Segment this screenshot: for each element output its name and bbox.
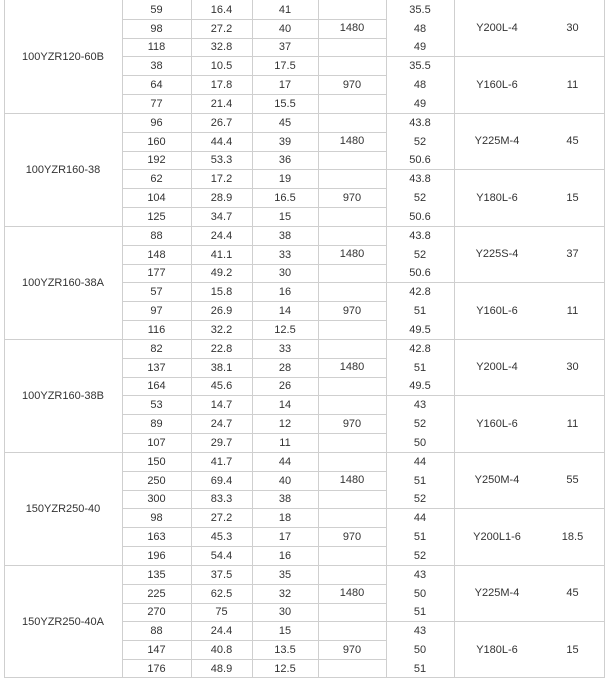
head-cell: 12.5 xyxy=(274,323,296,336)
pump-model-cell: 100YZR160-38 xyxy=(25,163,101,176)
speed-cell: 1480 xyxy=(339,361,365,373)
row-divider xyxy=(386,339,605,340)
head-cell: 13.5 xyxy=(274,643,296,656)
motor-model-cell: Y160L-6 xyxy=(476,78,518,91)
head-cell: 38 xyxy=(278,229,292,242)
flow-m3h-cell: 177 xyxy=(147,267,166,279)
head-cell: 32 xyxy=(278,587,292,600)
column-divider xyxy=(4,0,5,678)
motor-model-cell: Y180L-6 xyxy=(476,191,518,204)
motor-power-cell: 15 xyxy=(566,643,579,656)
head-cell: 37 xyxy=(278,41,292,53)
efficiency-cell: 50.6 xyxy=(409,154,431,166)
row-divider xyxy=(318,508,386,509)
flow-ls-cell: 22.8 xyxy=(210,342,233,355)
flow-ls-cell: 32.8 xyxy=(210,41,233,53)
row-divider xyxy=(252,169,318,170)
efficiency-cell: 44 xyxy=(413,455,427,468)
flow-m3h-cell: 62 xyxy=(150,172,163,185)
flow-ls-cell: 49.2 xyxy=(210,267,233,279)
flow-m3h-cell: 104 xyxy=(147,191,166,204)
row-divider xyxy=(386,565,605,566)
flow-m3h-cell: 107 xyxy=(147,436,166,449)
efficiency-cell: 51 xyxy=(413,530,427,543)
efficiency-cell: 50.6 xyxy=(409,210,431,223)
flow-m3h-cell: 160 xyxy=(147,135,166,148)
flow-m3h-cell: 270 xyxy=(147,606,166,618)
flow-ls-cell: 17.8 xyxy=(210,78,233,91)
column-divider xyxy=(191,0,192,678)
motor-model-cell: Y225S-4 xyxy=(475,248,519,260)
efficiency-cell: 43 xyxy=(413,568,427,581)
motor-model-cell: Y180L-6 xyxy=(476,643,518,656)
flow-ls-cell: 24.7 xyxy=(210,417,233,430)
row-divider xyxy=(386,169,605,170)
head-cell: 36 xyxy=(278,154,292,166)
flow-m3h-cell: 57 xyxy=(150,285,163,298)
efficiency-cell: 49 xyxy=(413,97,427,110)
flow-m3h-cell: 192 xyxy=(147,154,166,166)
efficiency-cell: 52 xyxy=(413,549,427,562)
head-cell: 15 xyxy=(278,624,292,637)
motor-model-cell: Y225M-4 xyxy=(474,135,520,147)
flow-m3h-cell: 82 xyxy=(150,342,163,355)
flow-ls-cell: 40.8 xyxy=(210,643,233,656)
row-divider xyxy=(318,113,386,114)
flow-ls-cell: 28.9 xyxy=(210,191,233,204)
flow-ls-cell: 41.1 xyxy=(210,248,233,261)
row-divider xyxy=(386,56,605,57)
efficiency-cell: 51 xyxy=(413,304,427,317)
efficiency-cell: 48 xyxy=(413,22,427,35)
efficiency-cell: 51 xyxy=(413,361,427,374)
row-divider xyxy=(318,282,386,283)
head-cell: 17.5 xyxy=(274,59,296,72)
flow-m3h-cell: 116 xyxy=(147,323,166,336)
motor-model-cell: Y160L-6 xyxy=(476,417,518,430)
flow-m3h-cell: 148 xyxy=(147,248,166,261)
flow-m3h-cell: 64 xyxy=(150,78,163,91)
row-divider xyxy=(386,508,605,509)
motor-power-cell: 45 xyxy=(566,135,579,147)
speed-cell: 1480 xyxy=(339,587,365,599)
head-cell: 28 xyxy=(278,361,292,374)
efficiency-cell: 50 xyxy=(413,436,427,449)
head-cell: 19 xyxy=(278,172,292,185)
efficiency-cell: 50 xyxy=(413,587,427,600)
row-divider xyxy=(318,395,386,396)
efficiency-cell: 43 xyxy=(413,624,427,637)
row-divider xyxy=(386,621,605,622)
column-divider xyxy=(454,0,455,678)
head-cell: 16 xyxy=(278,549,292,562)
speed-cell: 970 xyxy=(342,191,362,204)
row-divider xyxy=(252,113,318,114)
flow-m3h-cell: 300 xyxy=(147,493,166,505)
head-cell: 15 xyxy=(278,210,292,223)
flow-m3h-cell: 137 xyxy=(147,361,166,374)
speed-cell: 1480 xyxy=(339,248,365,260)
efficiency-cell: 52 xyxy=(413,417,427,430)
row-divider xyxy=(386,395,605,396)
motor-power-cell: 18.5 xyxy=(561,530,584,543)
column-divider xyxy=(386,0,387,678)
efficiency-cell: 52 xyxy=(413,135,427,148)
column-divider xyxy=(122,0,123,678)
row-divider xyxy=(252,226,318,227)
row-divider xyxy=(252,339,318,340)
row-divider xyxy=(318,169,386,170)
flow-m3h-cell: 38 xyxy=(150,59,163,72)
flow-m3h-cell: 98 xyxy=(150,22,163,35)
head-cell: 38 xyxy=(278,493,292,505)
flow-m3h-cell: 164 xyxy=(147,380,166,392)
motor-model-cell: Y200L-4 xyxy=(476,22,518,34)
head-cell: 17 xyxy=(278,78,292,91)
flow-ls-cell: 29.7 xyxy=(210,436,233,449)
head-cell: 14 xyxy=(278,304,292,317)
flow-m3h-cell: 147 xyxy=(147,643,166,656)
speed-cell: 970 xyxy=(342,417,362,430)
flow-m3h-cell: 97 xyxy=(150,304,163,317)
efficiency-cell: 48 xyxy=(413,78,427,91)
head-cell: 18 xyxy=(278,511,292,524)
row-divider xyxy=(318,56,386,57)
head-cell: 12.5 xyxy=(274,662,296,675)
flow-ls-cell: 53.3 xyxy=(210,154,233,166)
head-cell: 35 xyxy=(278,568,292,581)
efficiency-cell: 50 xyxy=(413,643,427,656)
motor-model-cell: Y200L1-6 xyxy=(473,530,521,543)
row-divider xyxy=(252,395,318,396)
head-cell: 30 xyxy=(278,606,292,618)
row-divider xyxy=(318,452,386,453)
motor-model-cell: Y250M-4 xyxy=(474,474,520,486)
head-cell: 33 xyxy=(278,248,292,261)
flow-m3h-cell: 96 xyxy=(150,116,163,129)
efficiency-cell: 51 xyxy=(413,474,427,487)
flow-ls-cell: 41.7 xyxy=(210,455,233,468)
flow-ls-cell: 48.9 xyxy=(210,662,233,675)
flow-ls-cell: 45.3 xyxy=(210,530,233,543)
speed-cell: 1480 xyxy=(339,474,365,486)
pump-model-cell: 100YZR120-60B xyxy=(22,50,104,63)
speed-cell: 1480 xyxy=(339,22,365,34)
pump-model-cell: 150YZR250-40A xyxy=(22,615,104,628)
row-divider xyxy=(252,452,318,453)
flow-m3h-cell: 53 xyxy=(150,398,163,411)
efficiency-cell: 44 xyxy=(413,511,427,524)
motor-power-cell: 15 xyxy=(566,191,579,204)
flow-ls-cell: 15.8 xyxy=(210,285,233,298)
flow-ls-cell: 34.7 xyxy=(210,210,233,223)
row-divider xyxy=(318,339,386,340)
efficiency-cell: 43.8 xyxy=(409,116,431,129)
flow-ls-cell: 16.4 xyxy=(210,3,233,16)
efficiency-cell: 51 xyxy=(413,606,427,618)
efficiency-cell: 51 xyxy=(413,662,427,675)
row-divider xyxy=(252,565,318,566)
efficiency-cell: 43.8 xyxy=(409,229,431,242)
motor-power-cell: 55 xyxy=(566,474,579,486)
flow-m3h-cell: 59 xyxy=(150,3,163,16)
motor-power-cell: 11 xyxy=(566,417,579,430)
flow-ls-cell: 44.4 xyxy=(210,135,233,148)
row-divider xyxy=(318,565,386,566)
efficiency-cell: 52 xyxy=(413,493,427,505)
column-divider xyxy=(252,0,253,678)
flow-m3h-cell: 150 xyxy=(147,455,166,468)
flow-ls-cell: 17.2 xyxy=(210,172,233,185)
flow-m3h-cell: 135 xyxy=(147,568,166,581)
motor-power-cell: 45 xyxy=(566,587,579,599)
head-cell: 16.5 xyxy=(274,191,296,204)
efficiency-cell: 43 xyxy=(413,398,427,411)
efficiency-cell: 49 xyxy=(413,41,427,53)
pump-model-cell: 100YZR160-38A xyxy=(22,276,104,289)
flow-ls-cell: 75 xyxy=(215,606,228,618)
pump-model-cell: 100YZR160-38B xyxy=(22,389,104,402)
head-cell: 11 xyxy=(279,436,291,449)
flow-m3h-cell: 118 xyxy=(147,41,166,53)
efficiency-cell: 52 xyxy=(413,191,427,204)
row-divider xyxy=(318,226,386,227)
efficiency-cell: 49.5 xyxy=(409,323,431,336)
flow-m3h-cell: 163 xyxy=(147,530,166,543)
flow-ls-cell: 26.9 xyxy=(210,304,233,317)
efficiency-cell: 49.5 xyxy=(409,380,431,392)
head-cell: 45 xyxy=(278,116,292,129)
efficiency-cell: 42.8 xyxy=(409,342,431,355)
head-cell: 12 xyxy=(278,417,292,430)
flow-ls-cell: 10.5 xyxy=(210,59,233,72)
row-divider xyxy=(252,508,318,509)
motor-power-cell: 37 xyxy=(566,248,579,260)
head-cell: 40 xyxy=(278,22,292,35)
flow-ls-cell: 54.4 xyxy=(210,549,233,562)
efficiency-cell: 43.8 xyxy=(409,172,431,185)
head-cell: 41 xyxy=(278,3,292,16)
flow-ls-cell: 27.2 xyxy=(210,511,233,524)
head-cell: 39 xyxy=(278,135,292,148)
flow-m3h-cell: 89 xyxy=(150,417,163,430)
flow-m3h-cell: 176 xyxy=(147,662,166,675)
flow-ls-cell: 21.4 xyxy=(210,97,233,110)
speed-cell: 970 xyxy=(342,78,362,91)
flow-ls-cell: 14.7 xyxy=(210,398,233,411)
motor-power-cell: 11 xyxy=(566,304,579,317)
flow-ls-cell: 32.2 xyxy=(210,323,233,336)
motor-power-cell: 11 xyxy=(566,78,579,91)
row-divider xyxy=(386,452,605,453)
flow-m3h-cell: 225 xyxy=(147,587,166,600)
flow-m3h-cell: 196 xyxy=(147,549,166,562)
efficiency-cell: 35.5 xyxy=(409,3,431,16)
flow-m3h-cell: 250 xyxy=(147,474,166,487)
row-divider xyxy=(318,621,386,622)
speed-cell: 970 xyxy=(342,530,362,543)
efficiency-cell: 35.5 xyxy=(409,59,431,72)
head-cell: 15.5 xyxy=(274,97,296,110)
flow-m3h-cell: 125 xyxy=(147,210,166,223)
flow-m3h-cell: 88 xyxy=(150,624,163,637)
flow-ls-cell: 37.5 xyxy=(210,568,233,581)
motor-power-cell: 30 xyxy=(566,361,579,373)
flow-ls-cell: 83.3 xyxy=(210,493,233,505)
flow-ls-cell: 38.1 xyxy=(210,361,233,374)
efficiency-cell: 52 xyxy=(413,248,427,261)
row-divider xyxy=(386,226,605,227)
motor-model-cell: Y200L-4 xyxy=(476,361,518,373)
flow-ls-cell: 26.7 xyxy=(210,116,233,129)
flow-ls-cell: 45.6 xyxy=(210,380,233,392)
motor-model-cell: Y160L-6 xyxy=(476,304,518,317)
head-cell: 40 xyxy=(278,474,292,487)
head-cell: 44 xyxy=(278,455,292,468)
row-divider xyxy=(252,282,318,283)
row-divider xyxy=(386,113,605,114)
row-divider xyxy=(386,282,605,283)
speed-cell: 970 xyxy=(342,643,362,656)
flow-ls-cell: 62.5 xyxy=(210,587,233,600)
speed-cell: 970 xyxy=(342,304,362,317)
motor-model-cell: Y225M-4 xyxy=(474,587,520,599)
head-cell: 30 xyxy=(278,267,292,279)
row-divider xyxy=(252,56,318,57)
head-cell: 26 xyxy=(278,380,292,392)
flow-ls-cell: 24.4 xyxy=(210,229,233,242)
flow-ls-cell: 27.2 xyxy=(210,22,233,35)
efficiency-cell: 50.6 xyxy=(409,267,431,279)
flow-ls-cell: 69.4 xyxy=(210,474,233,487)
motor-power-cell: 30 xyxy=(566,22,579,34)
row-divider xyxy=(252,621,318,622)
head-cell: 33 xyxy=(278,342,292,355)
flow-ls-cell: 24.4 xyxy=(210,624,233,637)
flow-m3h-cell: 77 xyxy=(150,97,163,110)
head-cell: 14 xyxy=(278,398,292,411)
pump-performance-table xyxy=(4,0,605,678)
efficiency-cell: 42.8 xyxy=(409,285,431,298)
flow-m3h-cell: 98 xyxy=(150,511,163,524)
head-cell: 17 xyxy=(278,530,292,543)
column-divider xyxy=(318,0,319,678)
pump-model-cell: 150YZR250-40 xyxy=(25,502,101,515)
speed-cell: 1480 xyxy=(339,135,365,147)
flow-m3h-cell: 88 xyxy=(150,229,163,242)
head-cell: 16 xyxy=(278,285,292,298)
